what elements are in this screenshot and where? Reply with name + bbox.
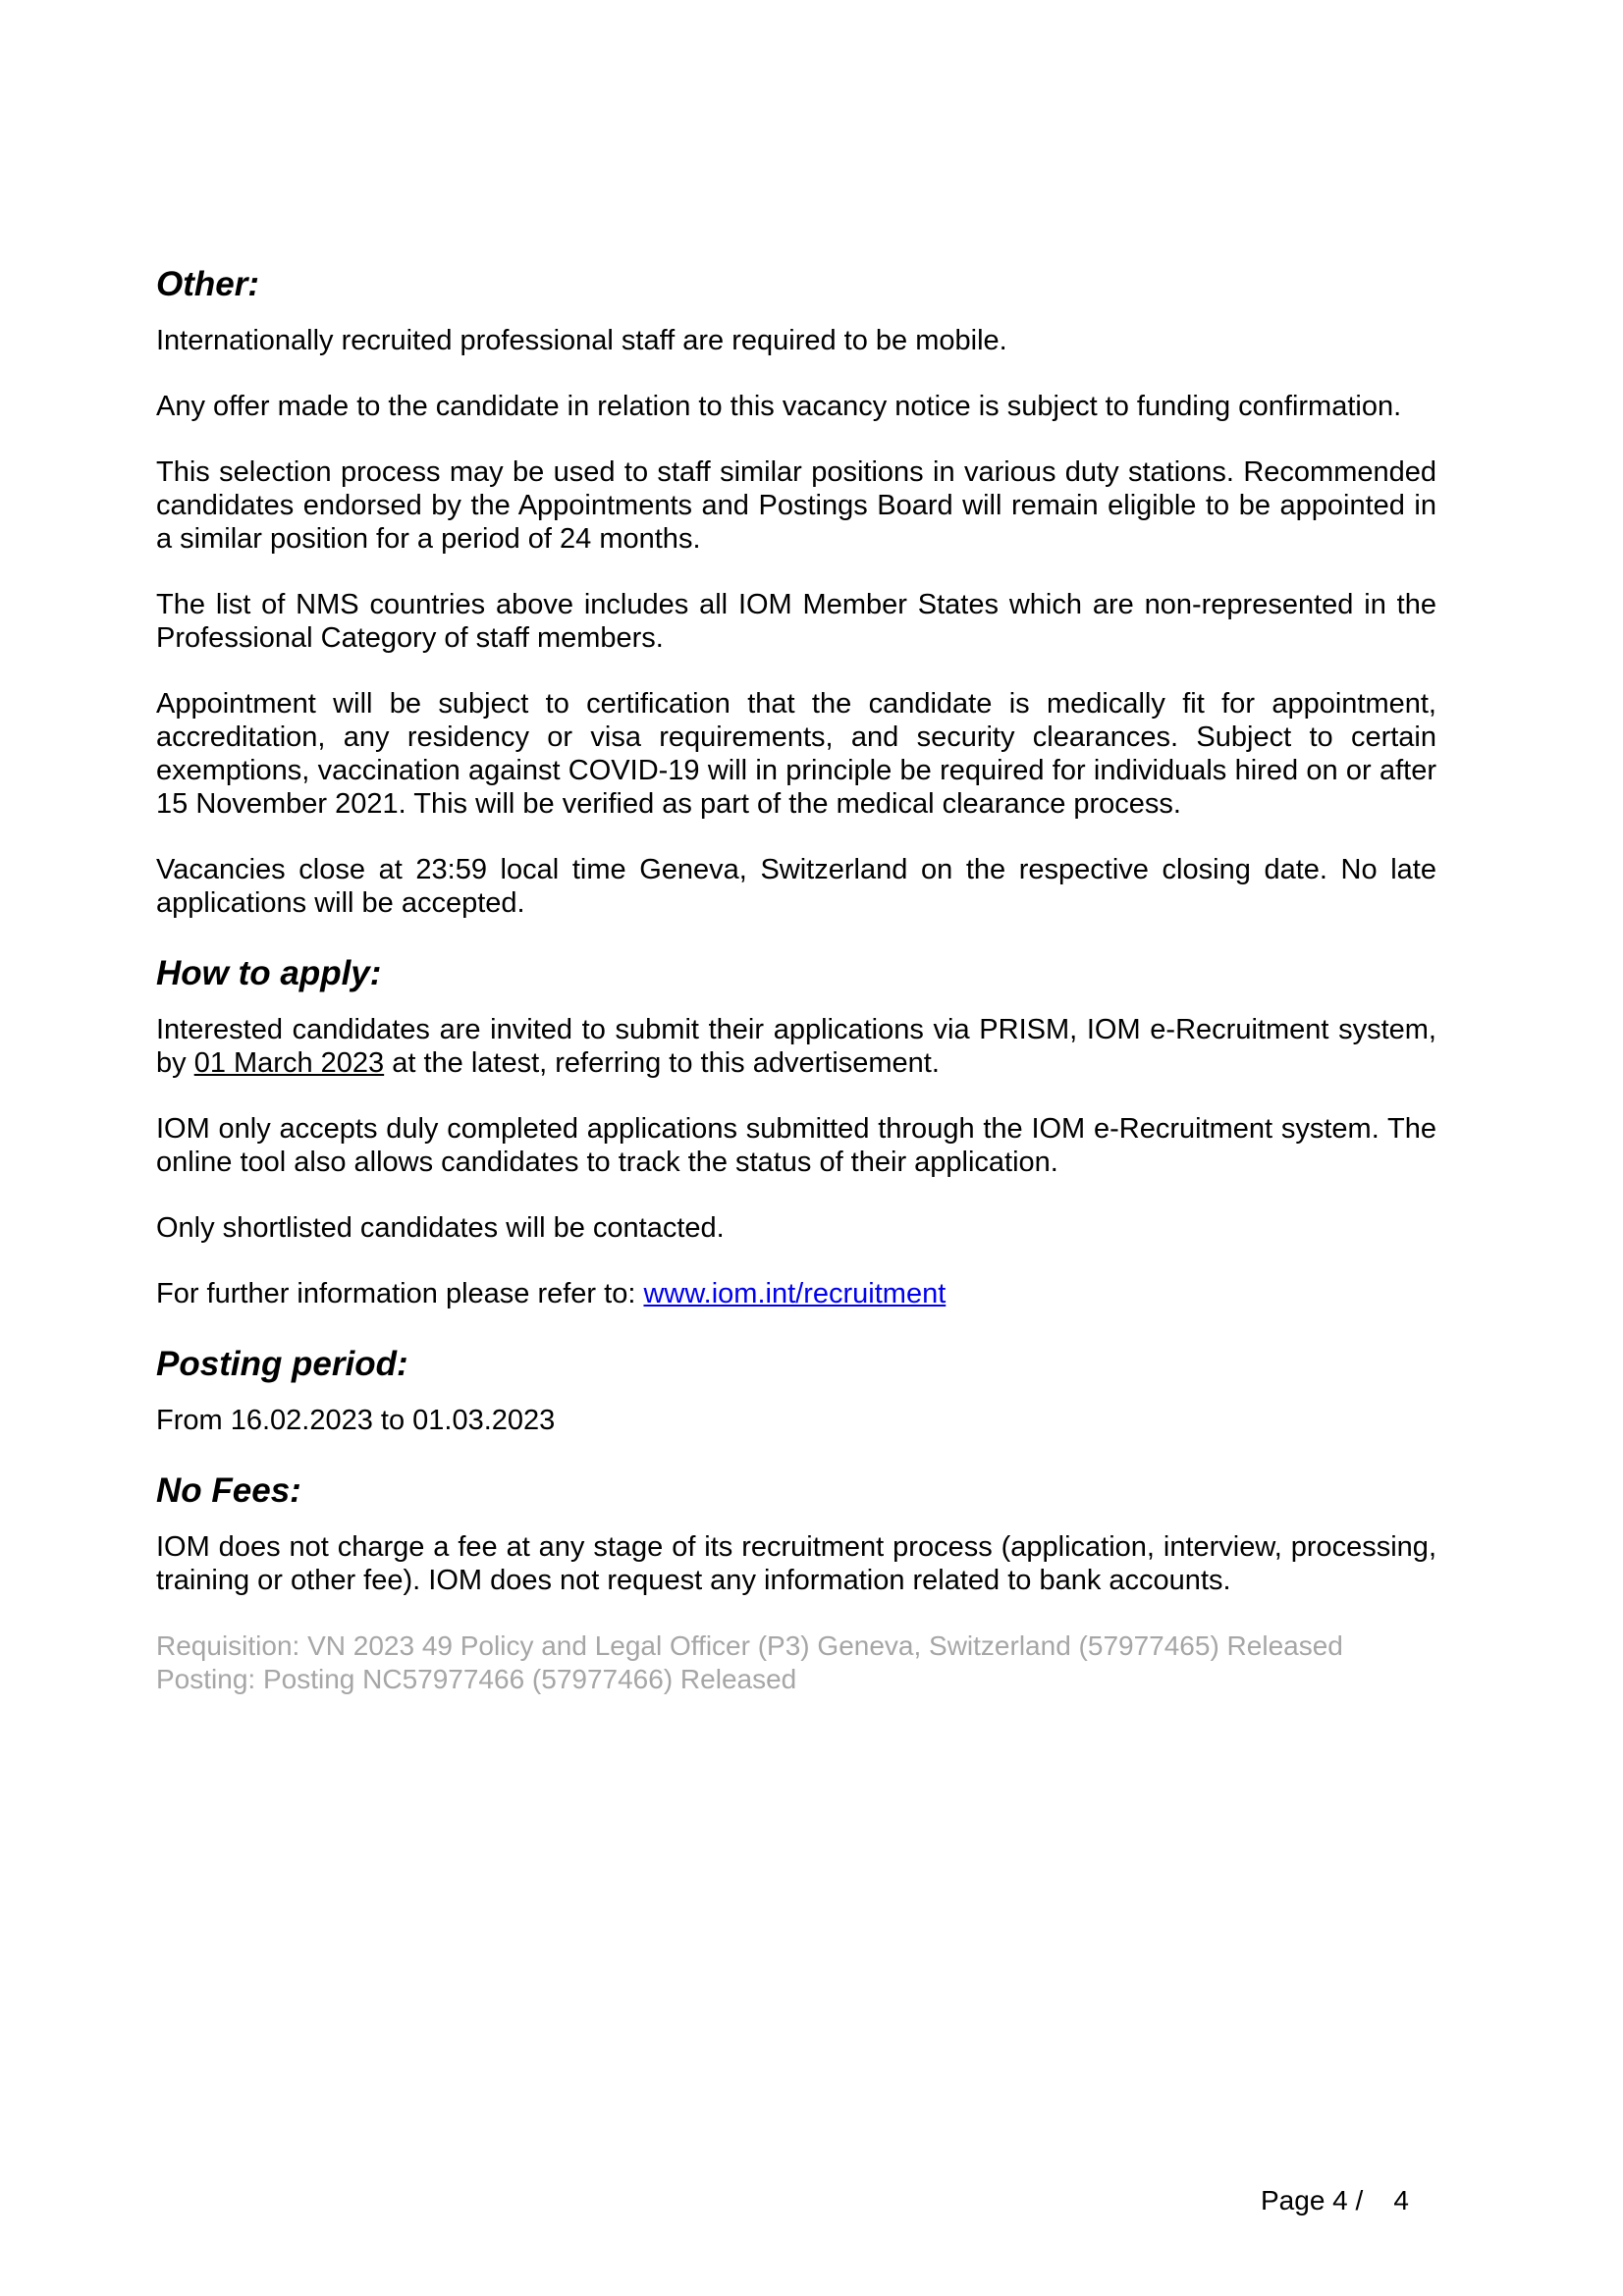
paragraph-further-info: [156, 1277, 1436, 1310]
page-number: Page 4 / 4: [1261, 2185, 1409, 2216]
paragraph-shortlisted: Only shortlisted candidates will be contacted.: [156, 1212, 725, 1244]
paragraph-vacancies-close: Vacancies close at 23:59 local time Geneva, Switzerland on the respective closing date. No late applications will be accepted.: [156, 854, 1436, 919]
apply-text-prefix: Interested candidates are invited to submit their applications via PRISM, IOM e-Recruitment system, by: [156, 1014, 1436, 1079]
page-content: [156, 263, 1436, 1696]
heading-how-to-apply: How to apply:: [156, 954, 382, 992]
heading-no-fees: No Fees:: [156, 1471, 301, 1510]
paragraph-appointment: Appointment will be subject to certification that the candidate is medically fit for appointment, accreditation, any residency or visa requirements, and security clearances. Subject to certain exemptions, vaccination against COVID-19 will in principle be required for individuals hired on or after 15 November 2021. This will be verified as part of the medical clearance process.: [156, 688, 1436, 820]
requisition-line: Requisition: VN 2023 49 Policy and Legal Officer (P3) Geneva, Switzerland (57977465) Released: [156, 1630, 1343, 1661]
paragraph-apply-instructions: [156, 1013, 1436, 1080]
posting-line: Posting: Posting NC57977466 (57977466) Released: [156, 1664, 797, 1694]
closing-date: 01 March 2023: [193, 1047, 385, 1079]
apply-text-suffix: at the latest, referring to this advertisement.: [384, 1047, 940, 1079]
posting-period-dates: From 16.02.2023 to 01.03.2023: [156, 1405, 556, 1436]
paragraph-no-fees: IOM does not charge a fee at any stage of its recruitment process (application, interview, processing, training or other fee). IOM does not request any information related to bank accounts.: [156, 1531, 1436, 1596]
requisition-footer: [156, 1629, 1436, 1696]
paragraph-accepted-applications: IOM only accepts duly completed applications submitted through the IOM e-Recruitment system. The online tool also allows candidates to track the status of their application.: [156, 1113, 1436, 1178]
recruitment-link[interactable]: www.iom.int/recruitment: [643, 1278, 947, 1309]
paragraph-mobility: Internationally recruited professional staff are required to be mobile.: [156, 325, 1007, 356]
paragraph-selection-process: This selection process may be used to staff similar positions in various duty stations. Recommended candidates endorsed by the Appointments and Postings Board will remain eligible to be appointed in a similar position for a period of 24 months.: [156, 456, 1436, 555]
paragraph-nms-countries: The list of NMS countries above includes all IOM Member States which are non-represented in the Professional Category of staff members.: [156, 589, 1436, 654]
heading-posting-period: Posting period:: [156, 1345, 408, 1383]
heading-other: Other:: [156, 265, 259, 303]
paragraph-funding: Any offer made to the candidate in relation to this vacancy notice is subject to funding confirmation.: [156, 391, 1402, 422]
further-info-label: For further information please refer to:: [156, 1278, 644, 1309]
